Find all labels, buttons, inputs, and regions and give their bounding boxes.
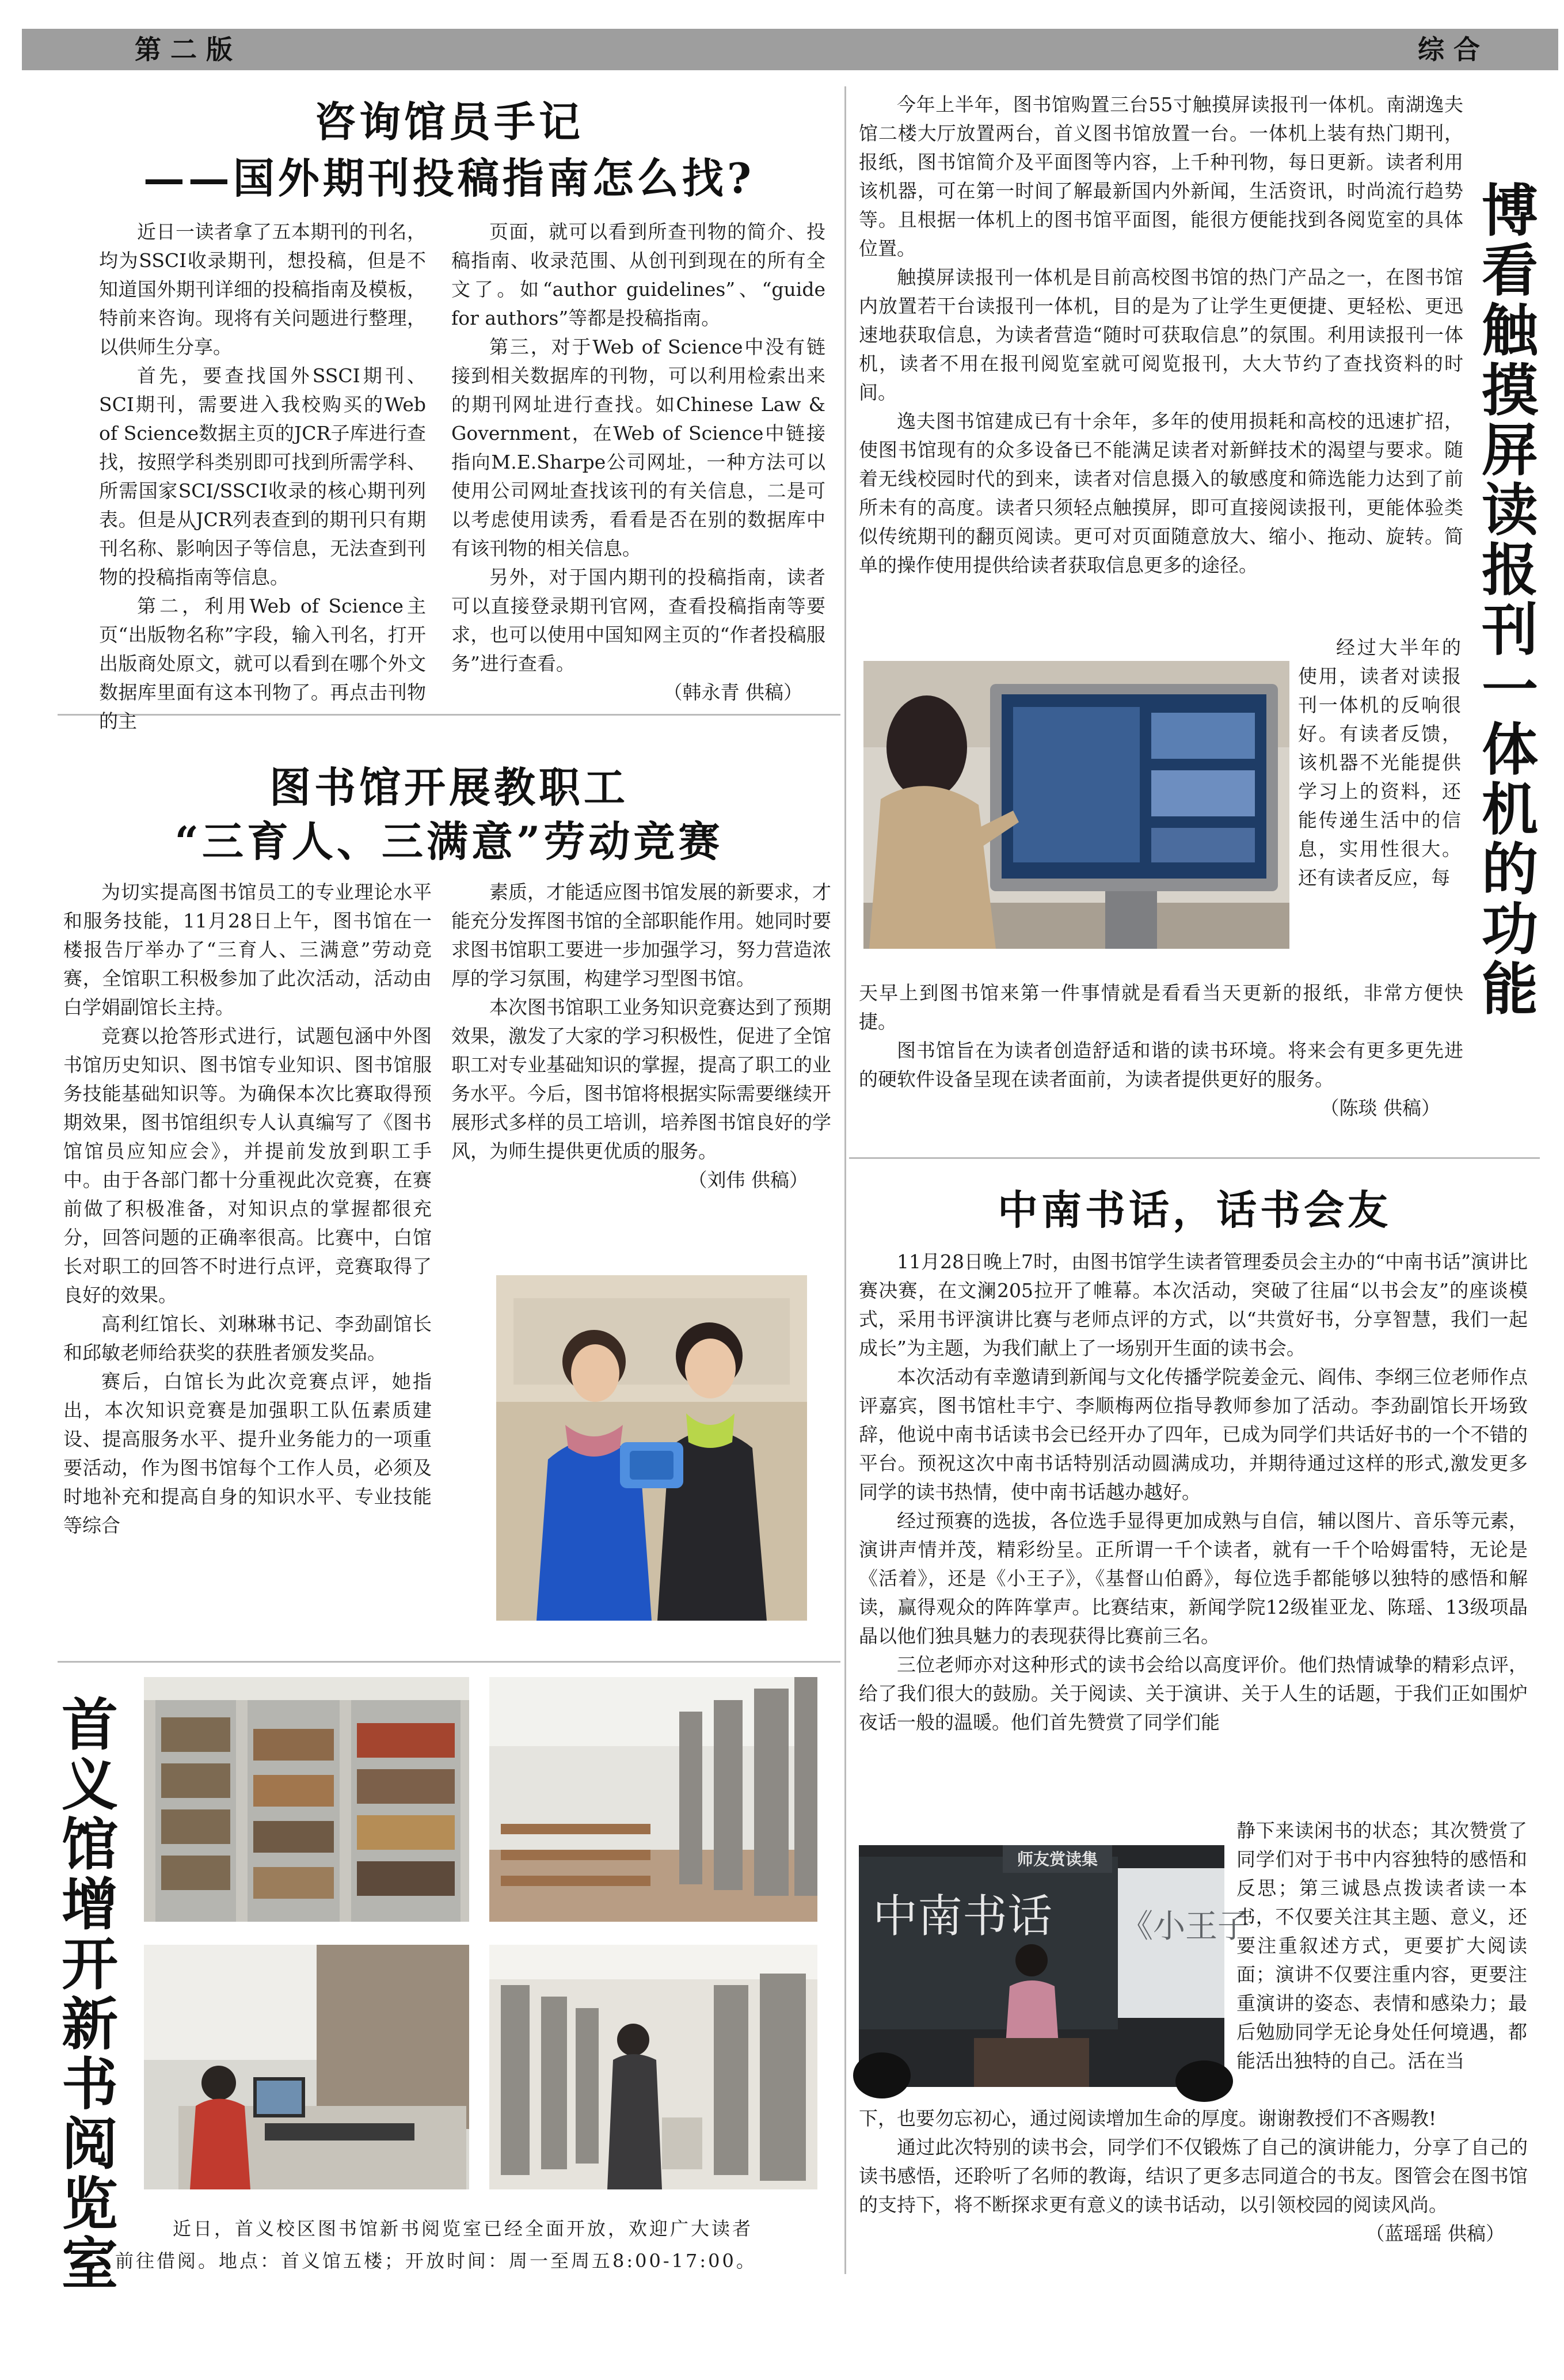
speech-photo [859,1845,1250,2087]
paragraph: 经过预赛的选拔，各位选手显得更加成熟与自信，辅以图片、音乐等元素，演讲声情并茂，精彩纷呈。正所谓一千个读者，就有一千个哈姆雷特，无论是《活着》，还是《小王子》，《基督山伯爵》，每位选手都能够以独特的感悟和解读，赢得观众的阵阵掌声。比赛结束，新闻学院12级崔亚龙、陈瑶、13级项晶晶以他们独具魅力的表现获得比赛前三名。 [859,1510,1528,1647]
touchscreen-title: 博看触摸屏读报刊一体机的功能 [1481,178,1538,1022]
byline: （陈琰 供稿） [1320,1097,1440,1119]
paragraph: 今年上半年，图书馆购置三台55寸触摸屏读报刊一体机。南湖逸夫馆二楼大厅放置两台，首义图书馆放置一台。一体机上装有热门期刊，报纸，图书馆简介及平面图等内容，上千种刊物，每日更新。读者利用该机器，可在第一时间了解最新国内外新闻，生活资讯，时尚流行趋势等。且根据一体机上的图书馆平面图，能很方便能找到各阅览室的具体位置。 [859,93,1463,260]
caption-line: 近日，首义校区图书馆新书阅览室已经全面开放，欢迎广大读者 [173,2218,754,2240]
paragraph: 第二，利用Web of Science主页“出版物名称”字段，输入刊名，打开出版商处原文，就可以看到在哪个外文数据库里面有这本刊物了。再点击刊物的主 [99,595,426,732]
masthead-bar [22,29,1558,70]
paragraph: 静下来读闲书的状态；其次赞赏了同学们对于书中内容独特的感悟和反思；第三诚恳点拨读者读一本书，不仅要关注其主题、意义，还要注重叙述方式，更要扩大阅读面；演讲不仅要注重内容，更要注重演讲的姿态、表情和感染力；最后勉励同学无论身处任何境遇，都能活出独特的自己。活在当 [1236,1819,1527,2072]
article-title: 中南书话，话书会友 [998,1186,1391,1234]
paragraph: 逸夫图书馆建成已有十余年，多年的使用损耗和高校的迅速扩招，使图书馆现有的众多设备已不能满足读者对新鲜技术的渴望与要求。随着无线校园时代的到来，读者对信息摄入的敏感度和筛选能力达到了前所未有的高度。读者只须轻点触摸屏，即可直接阅读报刊，更能体验类似传统期刊的翻页阅读。更可对页面随意放大、缩小、拖动、旋转。简单的操作使用提供给读者获取信息更多的途径。 [859,410,1463,576]
article-title: 咨询馆员手记 [314,97,584,146]
column-divider [844,86,846,2274]
article-column [99,218,426,736]
paragraph: 经过大半年的使用，读者对读报刊一体机的反响很好。有读者反馈，该机器不光能提供学习上的资料，还能传递生活中的信息，实用性很大。还有读者反应，每 [1298,636,1461,889]
article-subtitle: ——国外期刊投稿指南怎么找? [143,154,755,203]
paragraph: 本次图书馆职工业务知识竞赛达到了预期效果，激发了大家的学习积极性，促进了全馆职工对专业基础知识的掌握，提高了职工的业务水平。今后，图书馆将根据实际需要继续开展形式多样的员工培训，培养图书馆良好的学风，为师生提供更优质的服务。 [451,996,831,1162]
paragraph: 本次活动有幸邀请到新闻与文化传播学院姜金元、阎伟、李纲三位老师作点评嘉宾，图书馆杜丰宁、李顺梅两位指导教师参加了活动。李劲副馆长开场致辞，他说中南书话读书会已经开办了四年，已成为同学们共话好书的一个不错的平台。预祝这次中南书话特别活动圆满成功，并期待通过这样的形式,激发更多同学的读书热情，使中南书话越办越好。 [859,1366,1528,1503]
byline: （蓝瑶瑶 供稿） [1365,2222,1505,2245]
paragraph: 竞赛以抢答形式进行，试题包涵中外图书馆历史知识、图书馆专业知识、图书馆服务技能基础知识等。为确保本次比赛取得预期效果，图书馆组织专人认真编写了《图书馆馆员应知应会》，并提前发放到职工手中。由于各部门都十分重视此次竞赛，在赛前做了积极准备，对知识点的掌握都很充分，回答问题的正确率很高。比赛中，白馆长对职工的回答不时进行点评，竞赛取得了良好的效果。 [63,1025,432,1306]
stacks-photo [489,1945,817,2189]
article-column [1298,633,1461,892]
paragraph: 赛后，白馆长为此次竞赛点评，她指出，本次知识竞赛是加强职工队伍素质建设、提高服务水平、提升业务能力的一项重要活动，作为图书馆每个工作人员，必须及时地补充和提高自身的知识水平、专业技能等综合 [63,1370,432,1537]
paragraph: 三位老师亦对这种形式的读书会给以高度评价。他们热情诚挚的精彩点评，给了我们很大的鼓励。关于阅读、关于演讲、关于人生的话题，于我们正如围炉夜话一般的温暖。他们首先赞赏了同学们能 [859,1653,1528,1733]
paragraph: 11月28日晚上7时，由图书馆学生读者管理委员会主办的“中南书话”演讲比赛决赛，在文澜205拉开了帷幕。本次活动，突破了往届“以书会友”的座谈模式，采用书评演讲比赛与老师点评的方式，以“共赏好书，分享智慧，我们一起成长”为主题，为我们献上了一场别开生面的读书会。 [859,1250,1528,1359]
article-title: 图书馆开展教职工 [269,763,629,812]
paragraph: 高利红馆长、刘琳琳书记、李劲副馆长和邱敏老师给获奖的获胜者颁发奖品。 [63,1313,432,1364]
paragraph: 图书馆旨在为读者创造舒适和谐的读书环境。将来会有更多更先进的硬软件设备呈现在读者面前，为读者提供更好的服务。 [859,1039,1463,1090]
article-column [859,2104,1528,2248]
article-column [859,90,1463,580]
paragraph: 为切实提高图书馆员工的专业理论水平和服务技能，11月28日上午，图书馆在一楼报告厅举办了“三育人、三满意”劳动竞赛，全馆职工积极参加了此次活动，活动由白学娟副馆长主持。 [63,881,432,1018]
photo-board-text: 中南书话 [872,1891,1053,1942]
paragraph: 下，也要勿忘初心，通过阅读增加生命的厚度。谢谢教授们不吝赐教! [859,2107,1437,2130]
byline: （韩永青 供稿） [663,681,802,704]
paragraph: 素质，才能适应图书馆发展的新要求，才能充分发挥图书馆的全部职能作用。她同时要求图书馆职工要进一步加强学习，努力营造浓厚的学习氛围，构建学习型图书馆。 [451,881,831,990]
photo-caption [115,2212,835,2277]
computer-desk-photo [144,1945,469,2189]
bookshelf-photo [144,1677,469,1922]
byline: （刘伟 供稿） [688,1169,808,1191]
article-column [1236,1816,1527,2075]
paragraph: 天早上到图书馆来第一件事情就是看看当天更新的报纸，非常方便快捷。 [859,982,1463,1033]
article-subtitle: “三育人、三满意”劳动竞赛 [174,817,724,866]
article-column [451,218,825,707]
reading-area-photo [489,1677,817,1922]
photo-banner-text: 师友赏读集 [1017,1850,1098,1869]
paragraph: 通过此次特别的读书会，同学们不仅锻炼了自己的演讲能力，分享了自己的读书感悟，还聆听了名师的教诲，结识了更多志同道合的书友。图管会在图书馆的支持下，将不断探求更有意义的读书话动，以引领校园的阅读风尚。 [859,2136,1528,2216]
article-column [63,878,432,1540]
section-label: 综合 [1418,34,1489,65]
paragraph: 近日一读者拿了五本期刊的刊名，均为SSCI收录期刊，想投稿，但是不知道国外期刊详细的投稿指南及模板，特前来咨询。现将有关问题进行整理，以供师生分享。 [99,220,426,358]
article-column [451,878,831,1195]
section-divider [58,1661,840,1663]
reading-room-title: 首义馆增开新书阅览室 [61,1692,118,2297]
photo-screen-text: 《小王子 [1121,1908,1250,1945]
paragraph: 首先，要查找国外SSCI期刊、SCI期刊，需要进入我校购买的Web of Science数据主页的JCR子库进行查找，按照学科类别即可找到所需学科、所需国家SCI/SSCI收录的核心期刊列表。但是从JCR列表查到的期刊只有期刊名称、影响因子等信息，无法查到刊物的投稿指南等信息。 [99,364,426,588]
section-divider [849,1157,1540,1159]
paragraph: 触摸屏读报刊一体机是目前高校图书馆的热门产品之一，在图书馆内放置若干台读报刊一体机，目的是为了让学生更便捷、更轻松、更迅速地获取信息，为读者营造“随时可获取信息”的氛围。利用读报刊一体机，读者不用在报刊阅览室就可阅览报刊，大大节约了查找资料的时间。 [859,266,1463,404]
article-column [859,979,1463,1123]
paragraph: 第三，对于Web of Science中没有链接到相关数据库的刊物，可以利用检索出来的期刊网址进行查找。如Chinese Law & Government，在Web of Science中链接指向M.E.Sharpe公司网址，一种方法可以使用公司网址查找该刊的有关信息，二是可以考虑使用读秀，看看是否在别的数据库中有该刊物的相关信息。 [451,336,825,560]
touchscreen-photo [863,661,1289,949]
edition-label: 第二版 [135,34,242,65]
award-photo [496,1275,807,1621]
paragraph: 页面，就可以看到所查刊物的简介、投稿指南、收录范围、从创刊到现在的所有全文了。如“author guidelines”、“guide for authors”等都是投稿指南。 [451,220,825,329]
caption-line: 前往借阅。地点：首义馆五楼；开放时间：周一至周五8:00-17:00。 [115,2250,757,2272]
paragraph: 另外，对于国内期刊的投稿指南，读者可以直接登录期刊官网，查看投稿指南等要求，也可以使用中国知网主页的“作者投稿服务”进行查看。 [451,566,825,675]
article-column [859,1248,1528,1737]
